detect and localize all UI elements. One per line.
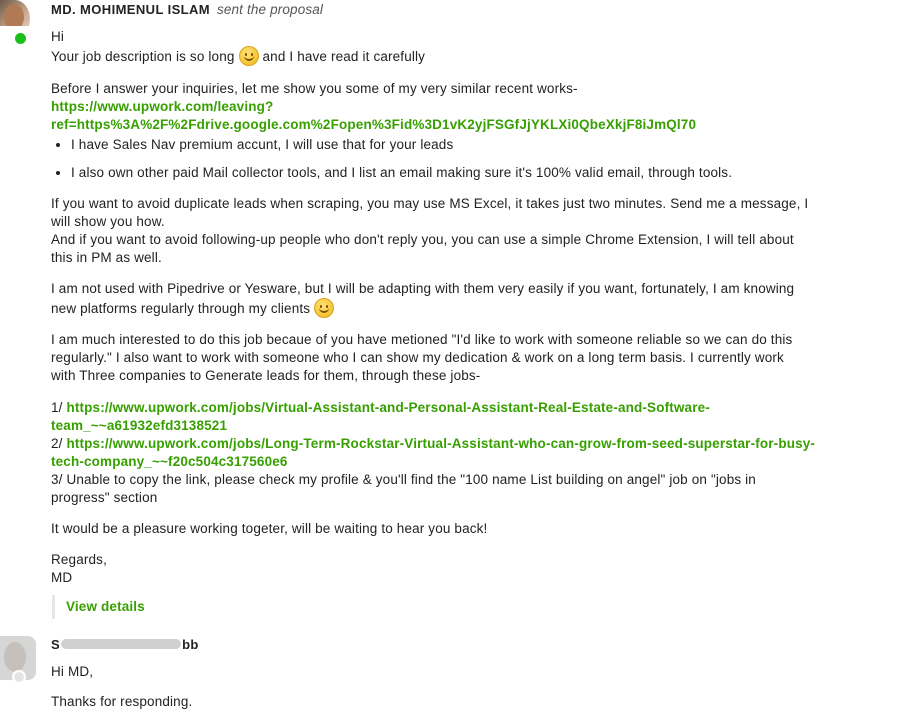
view-details-block — [52, 595, 898, 619]
recent-works-link-1[interactable]: https://www.upwork.com/leaving? — [51, 99, 274, 114]
smiling-face-icon — [314, 298, 334, 318]
recent-works-link-2[interactable]: ref=https%3A%2F%2Fdrive.google.com%2Fopen%3Fid%3D1vK2yjFSGfJjYKLXi0QbeXkjF8iJmQl70 — [51, 117, 697, 132]
view-details-link[interactable]: View details — [66, 599, 145, 614]
para-duplicates-1: If you want to avoid duplicate leads when scraping, you may use MS Excel, it takes just two minutes. Send me a message, I — [51, 196, 809, 211]
para-duplicates-2: will show you how. — [51, 214, 165, 229]
client-name-end[interactable]: bb — [182, 637, 199, 652]
job-1-link[interactable]: https://www.upwork.com/jobs/Virtual-Assistant-and-Personal-Assistant-Real-Estate-and-Software- — [66, 400, 710, 415]
online-status-icon — [13, 31, 28, 46]
para-pipedrive-line-2: new platforms regularly through my clients — [51, 298, 898, 319]
client-greeting: Hi MD, — [51, 664, 94, 679]
para-interest-2: regularly." I also want to work with someone who I can show my dedication & work on a long term basis. I currently work — [51, 350, 784, 365]
job-3-line-2: progress" section — [51, 490, 158, 505]
list-item: • I also own other paid Mail collector tools, and I list an email making sure it's 100% valid email, through tools. — [71, 164, 898, 182]
job-2-line: 2/ https://www.upwork.com/jobs/Long-Term-Rockstar-Virtual-Assistant-who-can-grow-from-seed-superstar-for-busy- — [51, 436, 816, 451]
intro-line: Your job description is so long and I have read it carefully — [51, 46, 898, 67]
regards-text: Regards, — [51, 552, 107, 567]
job-1-line: 1/ https://www.upwork.com/jobs/Virtual-Assistant-and-Personal-Assistant-Real-Estate-and-Software- — [51, 400, 710, 415]
bullet-list — [51, 136, 898, 182]
signature-text: MD — [51, 570, 73, 585]
job-2-link[interactable]: https://www.upwork.com/jobs/Long-Term-Rockstar-Virtual-Assistant-who-can-grow-from-seed-superstar-for-busy- — [66, 436, 816, 451]
message-header — [51, 636, 898, 654]
job-3-line-1: 3/ Unable to copy the link, please check my profile & you'll find the "100 name List building on angel" job on "jobs in — [51, 472, 756, 487]
offline-status-icon — [12, 670, 26, 684]
job-1-link-cont[interactable]: team_~~a61932efd3138521 — [51, 418, 228, 433]
smiling-face-icon — [239, 46, 259, 66]
recent-works-text: Before I answer your inquiries, let me show you some of my very similar recent works- — [51, 81, 578, 96]
para-interest-3: with Three companies to Generate leads for them, through these jobs- — [51, 368, 481, 383]
message-header — [51, 1, 898, 19]
para-followup-2: this in PM as well. — [51, 250, 162, 265]
client-body: Thanks for responding. — [51, 694, 193, 709]
job-2-link-cont[interactable]: tech-company_~~f20c504c317560e6 — [51, 454, 288, 469]
para-interest-1: I am much interested to do this job becaue of you have metioned "I'd like to work with someone reliable so we can do this — [51, 332, 793, 347]
message-reply — [0, 636, 898, 711]
list-item: • I have Sales Nav premium accunt, I will use that for your leads — [71, 136, 898, 154]
closing-text: It would be a pleasure working togeter, will be waiting to hear you back! — [51, 521, 488, 536]
greeting: Hi — [51, 29, 65, 44]
sender-name[interactable]: MD. MOHIMENUL ISLAM — [51, 2, 211, 17]
para-followup-1: And if you want to avoid following-up people who don't reply you, you can use a simple Chrome Extension, I will tell about — [51, 232, 794, 247]
redacted-name — [61, 639, 181, 649]
message-action: sent the proposal — [216, 2, 324, 17]
para-pipedrive-1: I am not used with Pipedrive or Yesware, but I will be adapting with them very easily if you want, fortunately, I am knowing — [51, 281, 795, 296]
client-name-start[interactable]: S — [51, 637, 61, 652]
